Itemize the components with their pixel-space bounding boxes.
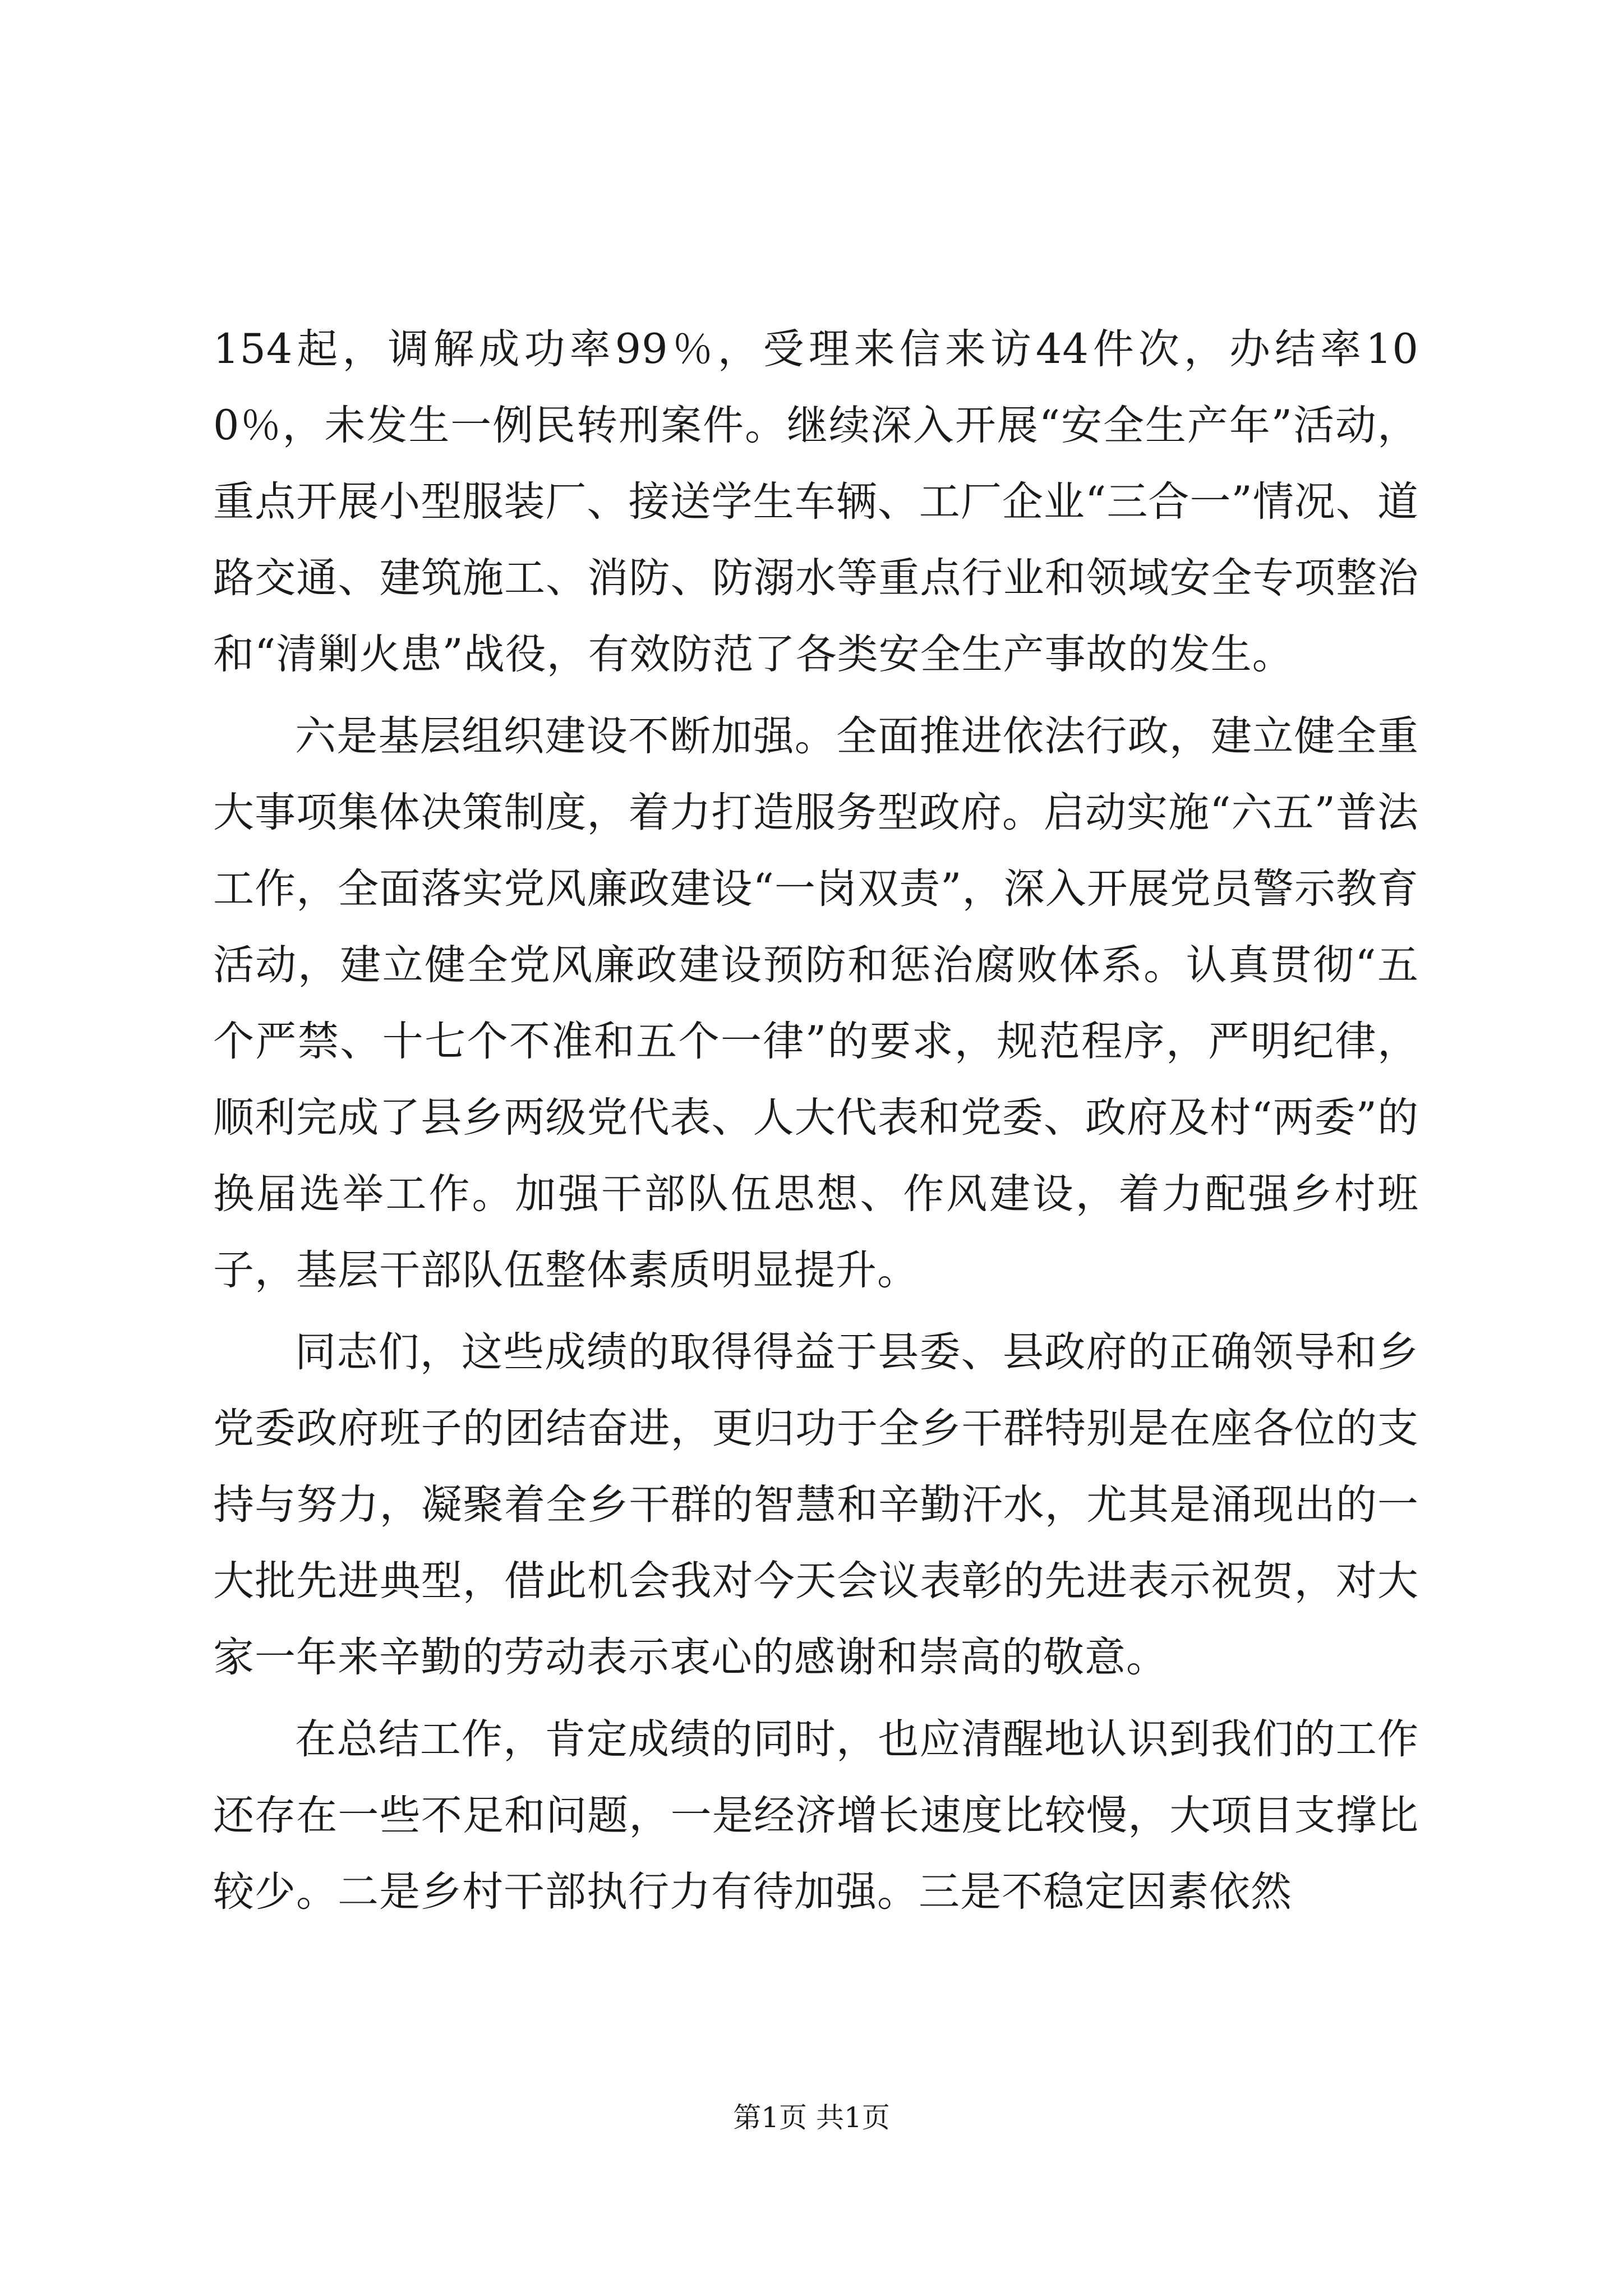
paragraph-acknowledgement: 同志们，这些成绩的取得得益于县委、县政府的正确领导和乡党委政府班子的团结奋进，更归功于全乡干群特别是在座各位的支持与努力，凝聚着全乡干群的智慧和辛勤汗水，尤其是涌现出的一大批先进典型，借此机会我对今天会议表彰的先进表示祝贺，对大家一年来辛勤的劳动表示衷心的感谢和崇高的敬意。 <box>213 1328 1419 1681</box>
paragraph-grassroots-organization: 六是基层组织建设不断加强。全面推进依法行政，建立健全重大事项集体决策制度，着力打造服务型政府。启动实施“六五”普法工作，全面落实党风廉政建设“一岗双责”，深入开展党员警示教育活动，建立健全党风廉政建设预防和惩治腐败体系。认真贯彻“五个严禁、十七个不准和五个一律”的要求，规范程序，严明纪律，顺利完成了县乡两级党代表、人大代表和党委、政府及村“两委”的换届选举工作。加强干部队伍思想、作风建设，着力配强乡村班子，基层干部队伍整体素质明显提升。 <box>213 712 1419 1294</box>
page-footer: 第1页 共1页 <box>733 2101 890 2134</box>
paragraph-continuation: 154起，调解成功率99％，受理来信来访44件次，办结率100％，未发生一例民转刑案件。继续深入开展“安全生产年”活动，重点开展小型服装厂、接送学生车辆、工厂企业“三合一”情况、道路交通、建筑施工、消防、防溺水等重点行业和领域安全专项整治和“清剿火患”战役，有效防范了各类安全生产事故的发生。 <box>213 325 1419 678</box>
document-body <box>213 311 1419 1930</box>
paragraph-shortcomings: 在总结工作，肯定成绩的同时，也应清醒地认识到我们的工作还存在一些不足和问题，一是经济增长速度比较慢，大项目支撑比较少。二是乡村干部执行力有待加强。三是不稳定因素依然 <box>213 1715 1419 1916</box>
